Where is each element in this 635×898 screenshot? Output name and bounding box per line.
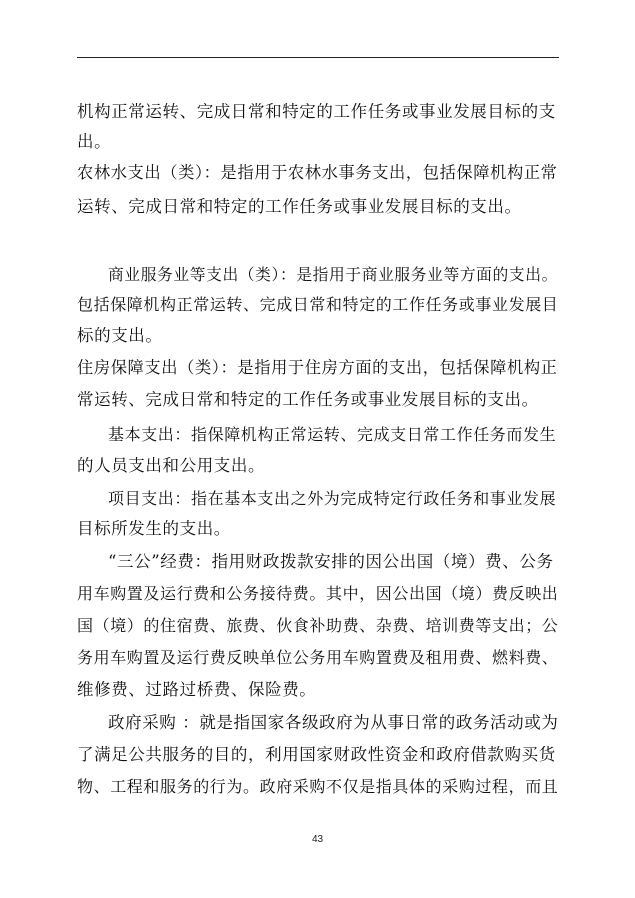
text-line: 了满足公共服务的目的，利用国家财政性资金和政府借款购买货	[77, 745, 556, 764]
text-line: 基本支出：指保障机构正常运转、完成支日常工作任务而发生	[108, 425, 557, 444]
text-line: 政府采购 ：就是指国家各级政府为从事日常的政务活动或为	[108, 713, 559, 732]
header-rule	[77, 57, 559, 58]
text-line: 的人员支出和公用支出。	[77, 456, 266, 475]
page-number: 43	[311, 834, 324, 845]
text-line: 常运转、完成日常和特定的工作任务或事业发展目标的支出。	[77, 390, 539, 409]
text-line: 维修费、过路过桥费、保险费。	[77, 680, 317, 699]
text-line: “三公”经费：指用财政拨款安排的因公出国（境）费、公务	[108, 552, 554, 571]
text-line: 物、工程和服务的行为。政府采购不仅是指具体的采购过程，而且	[77, 777, 559, 796]
text-line: 目标所发生的支出。	[77, 519, 231, 538]
text-line: 机构正常运转、完成日常和特定的工作任务或事业发展目标的支	[77, 102, 556, 121]
text-line: 国（境）的住宿费、旅费、伙食补助费、杂费、培训费等支出；公	[77, 616, 559, 635]
text-line: 务用车购置及运行费反映单位公务用车购置费及租用费、燃料费、	[77, 648, 559, 667]
text-line: 运转、完成日常和特定的工作任务或事业发展目标的支出。	[77, 197, 522, 216]
text-line: 商业服务业等支出（类）：是指用于商业服务业等方面的支出。	[108, 265, 558, 284]
text-line: 农林水支出（类）：是指用于农林水事务支出，包括保障机构正常	[77, 163, 558, 182]
text-line: 用车购置及运行费和公务接待费。其中，因公出国（境）费反映出	[77, 584, 559, 603]
text-line: 出。	[77, 132, 112, 151]
text-line: 项目支出：指在基本支出之外为完成特定行政任务和事业发展	[108, 489, 557, 508]
text-line: 住房保障支出（类）：是指用于住房方面的支出，包括保障机构正	[77, 358, 558, 377]
text-line: 标的支出。	[77, 326, 163, 345]
text-line: 包括保障机构正常运转、完成日常和特定的工作任务或事业发展目	[77, 295, 559, 314]
